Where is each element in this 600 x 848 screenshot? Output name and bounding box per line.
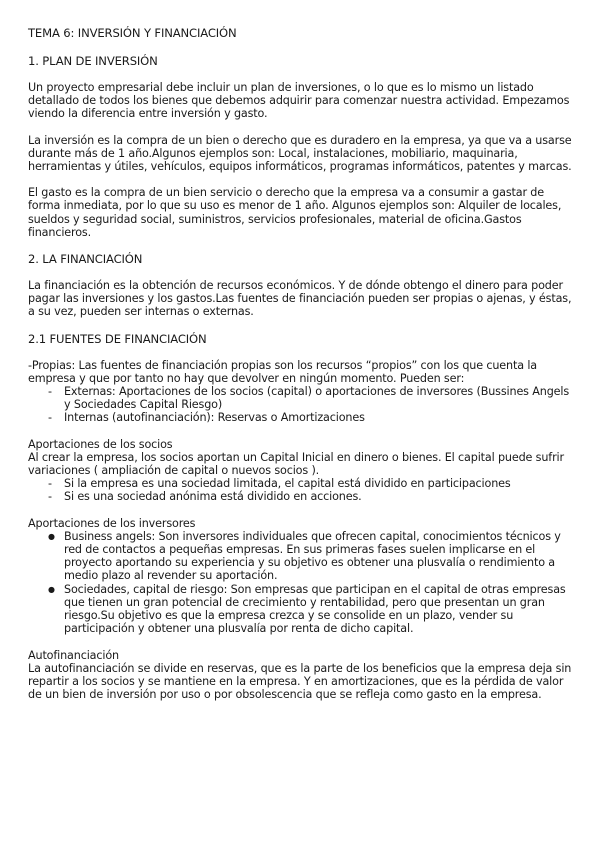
subheading-aportaciones-inversores: Aportaciones de los inversores	[28, 516, 196, 530]
paragraph-propias: -Propias: Las fuentes de financiación propias son los recursos “propios” con los que cuenta la empresa y que por tanto no hay que devolver en ningún momento. Pueden ser:	[28, 358, 537, 385]
document-page	[28, 26, 572, 701]
subheading-autofinanciacion: Autofinanciación	[28, 648, 119, 662]
section-heading-fuentes: 2.1 FUENTES DE FINANCIACIÓN	[28, 331, 207, 346]
list-inversores	[28, 530, 572, 636]
list-item: ● Business angels: Son inversores individuales que ofrecen capital, conocimientos técnicos y red de contactos a pequeñas empresas. En sus primeras fases suelen implicarse en el proyecto aportando su experiencia y su objetivo es obtener una plusvalía o rendimiento a medio plazo al revender su aportación.	[48, 530, 572, 583]
list-item: - Si la empresa es una sociedad limitada, el capital está dividido en participaciones	[48, 477, 572, 490]
section-heading-plan-inversion: 1. PLAN DE INVERSIÓN	[28, 54, 158, 68]
list-item: ● Sociedades, capital de riesgo: Son empresas que participan en el capital de otras empresas que tienen un gran potencial de crecimiento y rentabilidad, pero que presentan un gran riesgo.Su objetivo es que la empresa crezca y se consolide en un plazo, vender su participación y obtener una plusvalía por renta de dicho capital.	[48, 583, 572, 636]
list-propias	[28, 385, 572, 425]
paragraph-socios: Al crear la empresa, los socios aportan un Capital Inicial en dinero o bienes. El capital puede sufrir variaciones ( ampliación de capital o nuevos socios ).	[28, 450, 564, 478]
paragraph-financiacion: La financiación es la obtención de recursos económicos. Y de dónde obtengo el dinero para poder pagar las inversiones y los gastos.Las fuentes de financiación pueden ser propias o ajenas, y éstas, a su vez, pueden ser internas o externas.	[28, 279, 572, 319]
paragraph-autofinanciacion: La autofinanciación se divide en reservas, que es la parte de los beneficios que la empresa deja sin repartir a los socios y se mantiene en la empresa. Y en amortizaciones, que es la pérdida de valor de un bien de inversión por uso o por obsolescencia que se refleja como gasto en la empresa.	[28, 661, 572, 702]
list-socios	[28, 477, 572, 503]
subheading-aportaciones-socios: Aportaciones de los socios	[28, 437, 173, 451]
section-heading-financiacion: 2. LA FINANCIACIÓN	[28, 252, 143, 267]
list-item: - Externas: Aportaciones de los socios (capital) o aportaciones de inversores (Bussines Angels y Sociedades Capital Riesgo)	[48, 385, 572, 411]
paragraph-inversion: La inversión es la compra de un bien o derecho que es duradero en la empresa, ya que va a usarse durante más de 1 año.Algunos ejemplos son: Local, instalaciones, mobiliario, maquinaria, herramientas y útiles, vehículos, equipos informáticos, programas informáticos, patentes y marcas.	[28, 133, 572, 174]
document-title: TEMA 6: INVERSIÓN Y FINANCIACIÓN	[28, 26, 237, 40]
paragraph-gasto: El gasto es la compra de un bien servicio o derecho que la empresa va a consumir a gastar de forma inmediata, por lo que su uso es menor de 1 año. Algunos ejemplos son: Alquiler de locales, sueldos y seguridad social, suministros, servicios profesionales, material de oficina.Gastos financieros.	[28, 186, 562, 239]
list-item: - Si es una sociedad anónima está dividido en acciones.	[48, 490, 572, 503]
list-item: - Internas (autofinanciación): Reservas o Amortizaciones	[48, 411, 572, 424]
paragraph-plan-intro: Un proyecto empresarial debe incluir un plan de inversiones, o lo que es lo mismo un listado detallado de todos los bienes que debemos adquirir para comenzar nuestra actividad. Empezamos viendo la diferencia entre inversión y gasto.	[28, 81, 570, 121]
